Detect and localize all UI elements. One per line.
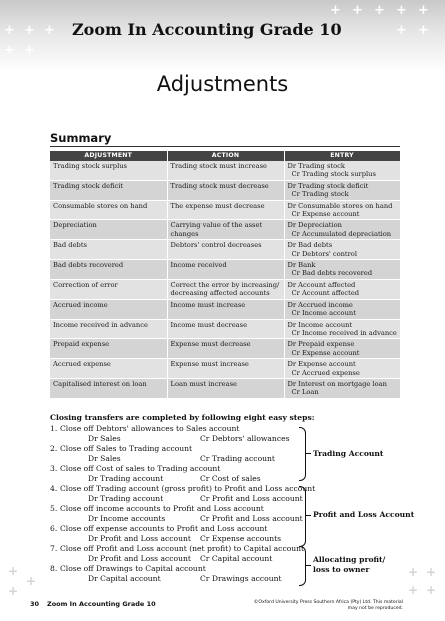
adjustment-cell: Trading stock deficit (50, 180, 167, 200)
debit-entry: Dr Prepaid expense (287, 340, 355, 349)
action-cell: Trading stock must increase (167, 161, 284, 180)
entry-cell (284, 200, 400, 220)
step-debit: Dr Sales (88, 434, 121, 443)
step-debit: Dr Income accounts (88, 514, 166, 523)
step-number: 4. (50, 484, 58, 493)
entry-cell (284, 220, 400, 240)
step-text: Close off Debtors' allowances to Sales account (60, 424, 240, 433)
credit-entry: Cr Account affected (291, 289, 360, 298)
action-cell: Expense must increase (167, 359, 284, 379)
action-cell: Income must increase (167, 299, 284, 319)
credit-entry: Cr Income account (291, 309, 356, 318)
plus-decoration-icon: + (4, 43, 15, 58)
profit-loss-brace (299, 486, 306, 547)
copyright-line: may not be reproduced. (347, 605, 403, 611)
copyright-notice (253, 600, 403, 611)
credit-entry: Cr Debtors' control (291, 249, 357, 258)
plus-decoration-icon: + (408, 565, 419, 579)
plus-decoration-icon: + (426, 565, 437, 579)
action-cell: Expense must decrease (167, 339, 284, 359)
copyright-line: ©Oxford University Press Southern Africa (Pty) Ltd. This material (253, 600, 403, 605)
plus-decoration-icon: + (8, 564, 19, 578)
adjustment-cell: Capitalised interest on loan (50, 378, 167, 398)
closing-step-entry (50, 494, 400, 504)
adjustment-cell: Depreciation (50, 220, 167, 240)
debit-entry: Dr Depreciation (287, 221, 342, 230)
step-credit: Cr Capital account (200, 554, 273, 563)
credit-entry: Cr Accumulated depreciation (291, 229, 392, 238)
step-text: Close off income accounts to Profit and Loss account (60, 504, 264, 513)
group-label-allocating-line1: Allocating profit/ (313, 555, 386, 564)
step-debit: Dr Sales (88, 454, 121, 463)
action-cell: Loan must increase (167, 378, 284, 398)
summary-heading: Summary (50, 131, 112, 145)
step-number: 1. (50, 424, 58, 433)
step-debit: Dr Profit and Loss account (88, 534, 191, 543)
footer-book-title: Zoom In Accounting Grade 10 (47, 600, 156, 608)
allocating-brace (299, 546, 306, 586)
page-footer (0, 600, 445, 621)
adjustment-cell: Accrued expense (50, 359, 167, 379)
debit-entry: Dr Trading stock (287, 162, 345, 170)
plus-decoration-icon: + (24, 23, 35, 38)
plus-decoration-icon: + (396, 3, 407, 18)
table-row (50, 279, 400, 299)
adjustment-cell: Trading stock surplus (50, 161, 167, 180)
action-cell: Correct the error by increasing/ decreasing affected accounts (167, 279, 284, 299)
table-row (50, 180, 400, 200)
page-number: 30 (30, 600, 40, 608)
action-cell: Income must decrease (167, 319, 284, 339)
column-header-entry: ENTRY (284, 151, 400, 161)
step-text: Close off Sales to Trading account (60, 444, 193, 453)
plus-decoration-icon: + (4, 23, 15, 38)
brace-tip (306, 565, 311, 566)
plus-decoration-icon: + (426, 583, 437, 597)
plus-decoration-icon: + (330, 3, 341, 18)
group-label-trading-account: Trading Account (313, 449, 384, 458)
closing-heading: Closing transfers are completed by following eight easy steps: (50, 413, 315, 422)
debit-entry: Dr Account affected (287, 280, 356, 289)
action-cell: Income received (167, 260, 284, 280)
book-title: Zoom In Accounting Grade 10 (72, 20, 342, 39)
step-text: Close off Profit and Loss account (net profit) to Capital account (60, 544, 305, 553)
debit-entry: Dr Accrued income (287, 300, 353, 309)
adjustment-cell: Income received in advance (50, 319, 167, 339)
closing-step (50, 424, 400, 434)
action-cell: Debtors' control decreases (167, 240, 284, 260)
adjustment-cell: Accrued income (50, 299, 167, 319)
plus-decoration-icon: + (396, 23, 407, 38)
credit-entry: Cr Accrued expense (291, 368, 360, 377)
plus-decoration-icon: + (374, 3, 385, 18)
credit-entry: Cr Income received in advance (291, 328, 397, 337)
step-text: Close off Drawings to Capital account (60, 564, 206, 573)
entry-cell (284, 180, 400, 200)
debit-entry: Dr Trading stock deficit (287, 181, 369, 190)
step-number: 8. (50, 564, 58, 573)
closing-step (50, 484, 400, 494)
table-row (50, 220, 400, 240)
chapter-title: Adjustments (156, 72, 289, 96)
step-number: 5. (50, 504, 58, 513)
action-cell: The expense must decrease (167, 200, 284, 220)
adjustment-cell: Bad debts (50, 240, 167, 260)
debit-entry: Dr Income account (287, 320, 353, 329)
step-text: Close off expense accounts to Profit and Loss account (60, 524, 268, 533)
step-text: Close off Cost of sales to Trading account (60, 464, 221, 473)
table-row (50, 319, 400, 339)
brace-tip (306, 515, 311, 516)
closing-step (50, 544, 400, 554)
plus-decoration-icon: + (44, 23, 55, 38)
plus-decoration-icon: + (418, 23, 429, 38)
table-row (50, 378, 400, 398)
table-row (50, 339, 400, 359)
plus-decoration-icon: + (24, 43, 35, 58)
closing-step-entry (50, 474, 400, 484)
table-row (50, 359, 400, 379)
table-header-row (50, 151, 400, 161)
step-number: 6. (50, 524, 58, 533)
entry-cell (284, 339, 400, 359)
credit-entry: Cr Trading stock (291, 190, 349, 199)
debit-entry: Dr Bad debts (287, 241, 333, 250)
step-debit: Dr Trading account (88, 474, 164, 483)
entry-cell (284, 279, 400, 299)
table-row (50, 200, 400, 220)
column-header-adjustment: ADJUSTMENT (50, 151, 167, 161)
entry-cell (284, 161, 400, 180)
entry-cell (284, 359, 400, 379)
debit-entry: Dr Consumable stores on hand (287, 201, 393, 210)
step-credit: Cr Profit and Loss account (200, 514, 303, 523)
summary-divider (50, 146, 400, 147)
action-cell: Trading stock must decrease (167, 180, 284, 200)
adjustment-cell: Consumable stores on hand (50, 200, 167, 220)
step-number: 7. (50, 544, 58, 553)
credit-entry: Cr Loan (291, 388, 319, 397)
adjustment-cell: Prepaid expense (50, 339, 167, 359)
step-credit: Cr Debtors' allowances (200, 434, 290, 443)
brace-tip (306, 453, 311, 454)
credit-entry: Cr Trading stock surplus (291, 170, 376, 179)
step-credit: Cr Cost of sales (200, 474, 261, 483)
closing-step-entry (50, 434, 400, 444)
step-debit: Dr Capital account (88, 574, 161, 583)
debit-entry: Dr Bank (287, 261, 316, 270)
plus-decoration-icon: + (8, 584, 19, 598)
entry-cell (284, 240, 400, 260)
credit-entry: Cr Expense account (291, 210, 360, 219)
step-number: 2. (50, 444, 58, 453)
step-credit: Cr Trading account (200, 454, 275, 463)
step-credit: Cr Expense accounts (200, 534, 282, 543)
table-row (50, 260, 400, 280)
entry-cell (284, 378, 400, 398)
credit-entry: Cr Bad debts recovered (291, 269, 373, 278)
table-row (50, 240, 400, 260)
step-debit: Dr Profit and Loss account (88, 554, 191, 563)
entry-cell (284, 299, 400, 319)
table-row (50, 299, 400, 319)
summary-table (50, 151, 401, 399)
step-number: 3. (50, 464, 58, 473)
plus-decoration-icon: + (418, 3, 429, 18)
step-credit: Cr Drawings account (200, 574, 282, 583)
group-label-allocating-line2: loss to owner (313, 565, 370, 574)
step-text: Close off Trading account (gross profit) to Profit and Loss account (60, 484, 316, 493)
entry-cell (284, 319, 400, 339)
adjustment-cell: Correction of error (50, 279, 167, 299)
step-debit: Dr Trading account (88, 494, 164, 503)
group-label-profit-loss: Profit and Loss Account (313, 510, 415, 519)
action-cell: Carrying value of the asset changes (167, 220, 284, 240)
closing-step (50, 524, 400, 534)
debit-entry: Dr Expense account (287, 360, 356, 369)
closing-step-entry (50, 574, 400, 584)
column-header-action: ACTION (167, 151, 284, 161)
table-row (50, 161, 400, 180)
trading-account-brace (299, 427, 306, 481)
closing-step (50, 464, 400, 474)
debit-entry: Dr Interest on mortgage loan (287, 379, 387, 388)
credit-entry: Cr Expense account (291, 348, 360, 357)
plus-decoration-icon: + (26, 574, 37, 588)
closing-step-entry (50, 534, 400, 544)
step-credit: Cr Profit and Loss account (200, 494, 303, 503)
plus-decoration-icon: + (352, 3, 363, 18)
plus-decoration-icon: + (408, 583, 419, 597)
adjustment-cell: Bad debts recovered (50, 260, 167, 280)
entry-cell (284, 260, 400, 280)
